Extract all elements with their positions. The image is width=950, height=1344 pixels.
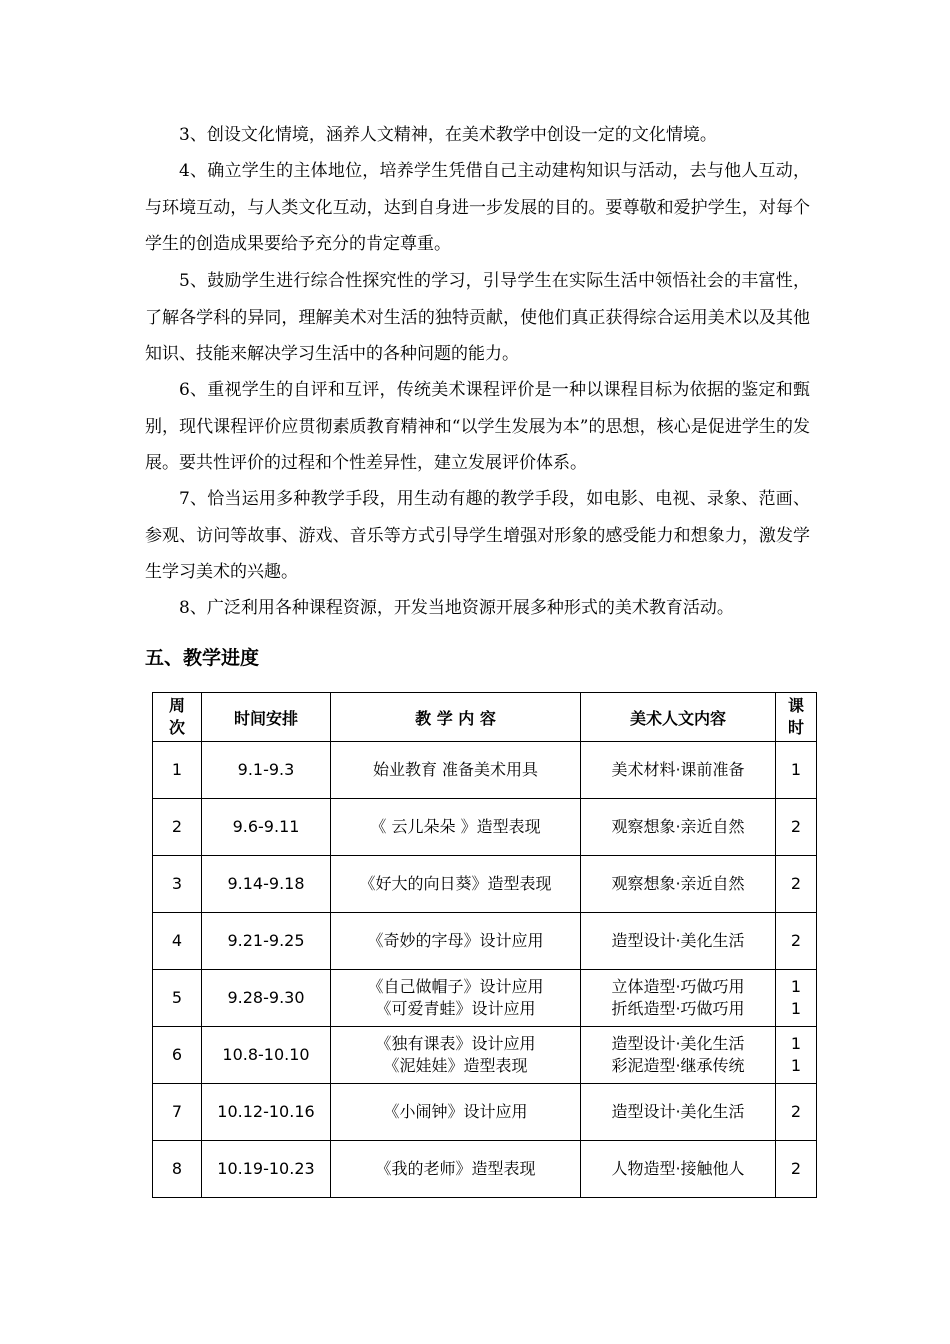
cell-hours: 1 1 [776,970,817,1027]
table-row [153,1141,817,1198]
header-humanities: 美术人文内容 [581,693,776,742]
header-time: 时间安排 [202,693,331,742]
header-week: 周 次 [153,693,202,742]
paragraph-7: 7、恰当运用多种教学手段，用生动有趣的教学手段，如电影、电视、录象、范画、参观、访问等故事、游戏、音乐等方式引导学生增强对形象的感受能力和想象力，激发学生学习美术的兴趣。 [145,489,810,582]
cell-humanities: 观察想象·亲近自然 [581,799,776,856]
cell-time: 9.21-9.25 [202,913,331,970]
cell-humanities: 美术材料·课前准备 [581,742,776,799]
table-row [153,1084,817,1141]
header-content: 教 学 内 容 [331,693,581,742]
cell-time: 9.28-9.30 [202,970,331,1027]
table-header-row [153,693,817,742]
cell-content: 《独有课表》设计应用 《泥娃娃》造型表现 [331,1027,581,1084]
cell-time: 9.1-9.3 [202,742,331,799]
paragraph-6: 6、重视学生的自评和互评，传统美术课程评价是一种以课程目标为依据的鉴定和甄别，现代课程评价应贯彻素质教育精神和“以学生发展为本”的思想，核心是促进学生的发展。要共性评价的过程和个性差异性，建立发展评价体系。 [145,380,810,473]
table-row [153,970,817,1027]
cell-humanities: 观察想象·亲近自然 [581,856,776,913]
cell-humanities: 造型设计·美化生活 [581,913,776,970]
cell-hours: 1 [776,742,817,799]
cell-hours: 2 [776,1084,817,1141]
cell-week: 6 [153,1027,202,1084]
cell-humanities: 人物造型·接触他人 [581,1141,776,1198]
schedule-table [152,692,817,1198]
cell-week: 1 [153,742,202,799]
cell-week: 2 [153,799,202,856]
cell-content: 《奇妙的字母》设计应用 [331,913,581,970]
cell-hours: 2 [776,799,817,856]
table-row [153,1027,817,1084]
cell-week: 3 [153,856,202,913]
cell-time: 9.6-9.11 [202,799,331,856]
paragraph-8: 8、广泛利用各种课程资源，开发当地资源开展多种形式的美术教育活动。 [179,598,734,618]
cell-week: 5 [153,970,202,1027]
cell-week: 8 [153,1141,202,1198]
cell-content: 《自己做帽子》设计应用 《可爱青蛙》设计应用 [331,970,581,1027]
cell-time: 10.12-10.16 [202,1084,331,1141]
cell-humanities: 造型设计·美化生活 彩泥造型·继承传统 [581,1027,776,1084]
cell-content: 始业教育 准备美术用具 [331,742,581,799]
cell-content: 《 云儿朵朵 》造型表现 [331,799,581,856]
section-heading: 五、教学进度 [145,647,260,669]
cell-time: 10.19-10.23 [202,1141,331,1198]
cell-content: 《小闹钟》设计应用 [331,1084,581,1141]
table-row [153,799,817,856]
cell-hours: 1 1 [776,1027,817,1084]
table-row [153,856,817,913]
cell-time: 10.8-10.10 [202,1027,331,1084]
cell-week: 4 [153,913,202,970]
cell-hours: 2 [776,913,817,970]
table-row [153,742,817,799]
cell-time: 9.14-9.18 [202,856,331,913]
cell-hours: 2 [776,1141,817,1198]
cell-hours: 2 [776,856,817,913]
cell-humanities: 立体造型·巧做巧用 折纸造型·巧做巧用 [581,970,776,1027]
cell-week: 7 [153,1084,202,1141]
paragraph-5: 5、鼓励学生进行综合性探究性的学习，引导学生在实际生活中领悟社会的丰富性，了解各学科的异同，理解美术对生活的独特贡献，使他们真正获得综合运用美术以及其他知识、技能来解决学习生活中的各种问题的能力。 [145,271,810,364]
header-hours: 课 时 [776,693,817,742]
cell-content: 《我的老师》造型表现 [331,1141,581,1198]
cell-humanities: 造型设计·美化生活 [581,1084,776,1141]
paragraph-4: 4、确立学生的主体地位，培养学生凭借自己主动建构知识与活动，去与他人互动，与环境互动，与人类文化互动，达到自身进一步发展的目的。要尊敬和爱护学生，对每个学生的创造成果要给予充分的肯定尊重。 [145,161,810,254]
cell-content: 《好大的向日葵》造型表现 [331,856,581,913]
table-row [153,913,817,970]
paragraph-3: 3、创设文化情境，涵养人文精神，在美术教学中创设一定的文化情境。 [179,125,717,145]
